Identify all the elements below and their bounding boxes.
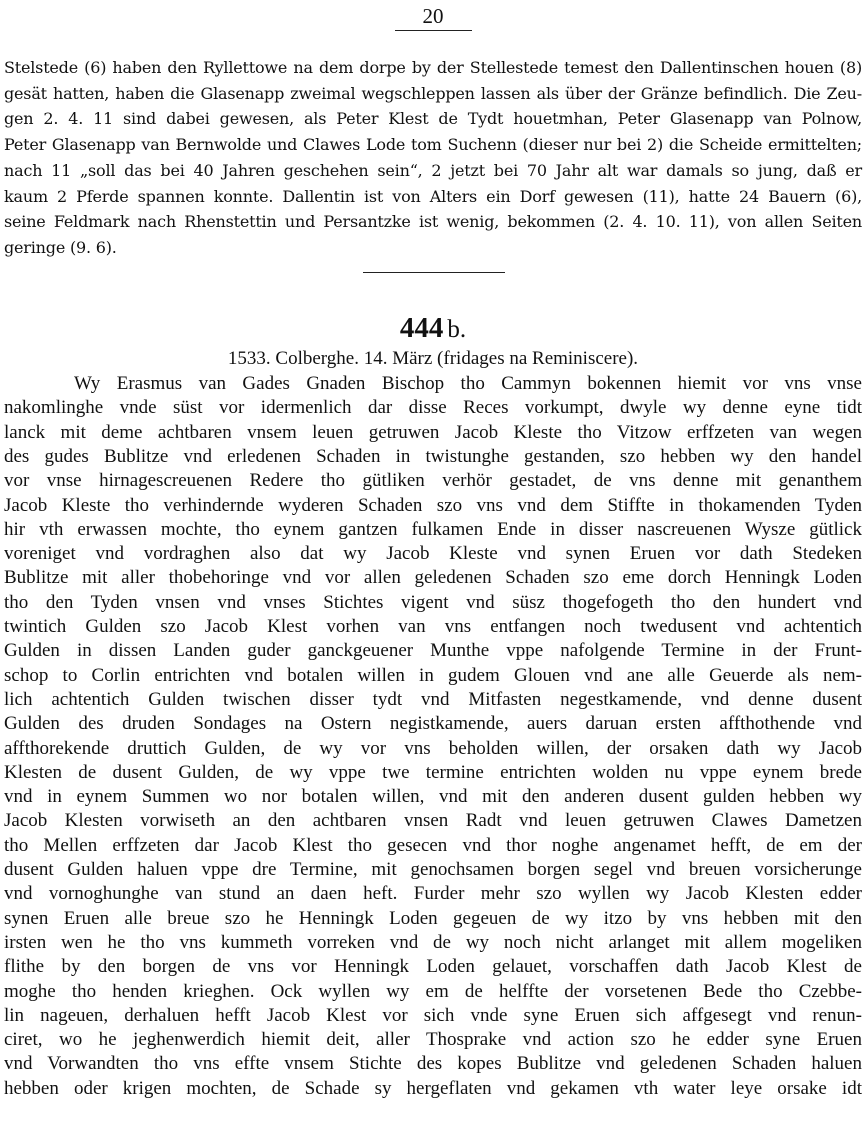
body-line: schop to Corlin entrichten vnd botalen willen in gudem Glouen vnd ane alle Geuerde als nem-	[4, 664, 862, 686]
body-line: moghe tho henden krieghen. Ock wyllen wy em de helffte der vorsetenen Bede tho Czebbe-	[4, 980, 862, 1002]
section-separator	[363, 272, 505, 273]
body-line: vnd vornoghunghe van stund an daen heft. Furder mehr szo wyllen wy Jacob Klesten edder	[4, 883, 862, 905]
body-line: Klesten de dusent Gulden, de wy vppe twe termine entrichten wolden nu vppe eynem brede	[4, 761, 862, 783]
body-line: hebben oder krigen mochten, de Schade sy hergeflaten vnd gekamen vth water leye orsake idt	[4, 1077, 862, 1099]
body-line: vnd in eynem Summen wo nor botalen willen, vnd mit den anderen dusent gulden hebben wy	[4, 786, 862, 808]
document-heading	[0, 312, 866, 345]
body-line: vnd Vorwandten tho vns effte vnsem Stichte des kopes Bublitze vnd geledenen Schaden haluen	[4, 1053, 862, 1075]
body-line: flithe by den borgen de vns vor Henningk Loden gelauet, vorschaffen dath Jacob Klest de	[4, 956, 862, 978]
body-line: hir vth erwassen mochte, tho eynem gantzen fulkamen Ende in disser nascreuenen Wysze gütlick	[4, 518, 862, 540]
body-line: Jacob Klesten vorwiseth an den achtbaren vnsen Radt vnd leuen getruwen Clawes Dametzen	[4, 810, 862, 832]
intro-line: Stelstede (6) haben den Ryllettowe na dem dorpe by der Stellestede temest den Dallentinschen houen (8)	[4, 58, 862, 77]
body-line: lich achtentich Gulden twischen disser tydt vnd Mitfasten negestkamende, vnd denne dusent	[4, 688, 862, 710]
page-number: 20	[422, 4, 444, 28]
intro-line: Peter Glasenapp van Bernwolde und Clawes Lode tom Suchenn (dieser nur bei 2) die Scheide ermittelten;	[4, 135, 862, 155]
intro-line: seine Feldmark nach Rhenstettin und Persantzke ist wenig, bekommen (2. 4. 10. 11), von allen Seiten	[4, 212, 862, 232]
body-line: Jacob Kleste tho verhindernde wyderen Schaden szo vns vnd dem Stiffte in thokamenden Tyden	[4, 494, 862, 516]
body-line: tho Mellen erffzeten dar Jacob Klest tho gesecen vnd thor noghe angenamet hefft, de em der	[4, 834, 862, 856]
intro-line: gesät hatten, haben die Glasenapp zweimal wegschleppen lassen als über der Gränze befindlich. Die Zeu-	[4, 83, 862, 103]
body-line: Bublitze mit aller thobehoringe vnd vor allen geledenen Schaden szo eme dorch Henningk Loden	[4, 567, 862, 589]
body-line: affthorekende druttich Gulden, de wy vor vns beholden willen, der orsaken dath wy Jacob	[4, 737, 862, 759]
body-line: voreniget vnd vordraghen also dat wy Jacob Kleste vnd synen Eruen vor dath Stedeken	[4, 543, 862, 565]
page-number-rule	[395, 30, 472, 31]
intro-line: nach 11 „soll das bei 40 Jahren geschehen sein“, 2 jetzt bei 70 Jahr alt war damals so jung, daß er	[4, 160, 862, 180]
intro-line: kaum 2 Pferde spannen konnte. Dallentin ist von Alters ein Dorf gewesen (11), hatte 24 Bauern (6),	[4, 186, 862, 206]
body-line: nakomlinghe vnde süst vor idermenlich dar disse Reces vorkumpt, dwyle wy denne eyne tidt	[4, 397, 862, 419]
body-line: Wy Erasmus van Gades Gnaden Bischop tho Cammyn bokennen hiemit vor vns vnse	[74, 373, 862, 394]
body-line: ciret, wo he jeghenwerdich hiemit deit, aller Thosprake vnd action szo he edder syne Eruen	[4, 1029, 862, 1051]
body-line: Gulden des druden Sondages na Ostern negistkamende, auers daruan ersten affthothende vnd	[4, 713, 862, 735]
intro-line: geringe (9. 6).	[4, 237, 117, 257]
body-line: twintich Gulden szo Jacob Klest vorhen van vns entfangen noch twedusent vnd achtentich	[4, 616, 862, 637]
body-line: tho den Tyden vnsen vnd vnses Stichtes vigent vnd süsz thogefogeth tho den hundert vnd	[4, 591, 862, 613]
body-line: Gulden in dissen Landen guder ganckgeuener Munthe vppe nafolgende Termine in der Frunt-	[4, 640, 862, 662]
body-line: lanck mit deme achtbaren vnsem leuen getruwen Jacob Kleste tho Vitzow erffzeten van wegen	[4, 421, 862, 443]
body-line: lin nageuen, derhaluen hefft Jacob Klest vor sich vnde syne Eruen sich affgesegt vnd renun-	[4, 1004, 862, 1026]
body-line: vor vnse hirnagescreuenen Redere tho gütliken verhör gestadet, de vns denne mit genanthem	[4, 470, 862, 492]
body-line: dusent Gulden haluen vppe dre Termine, mit genochsamen borgen segel vnd breuen vorsicherunge	[4, 859, 862, 880]
body-line: des gudes Bublitze vnd erledenen Schaden in twistunghe gestanden, szo hebben wy den handel	[4, 445, 862, 467]
intro-line: gen 2. 4. 11 sind dabei gewesen, als Peter Klest de Tydt houetmhan, Peter Glasenapp van Polnow,	[4, 109, 862, 129]
body-line: synen Eruen alle breue szo he Henningk Loden gegeuen de wy itzo by vns hebben mit den	[4, 907, 862, 929]
document-dateline: 1533. Colberghe. 14. März (fridages na Reminiscere).	[227, 348, 639, 369]
body-line: irsten wen he tho vns kummeth vorreken vnd de wy noch nicht arlanget mit allem mogeliken	[4, 931, 862, 953]
document-number: 444	[399, 312, 444, 344]
document-suffix: b.	[447, 316, 467, 343]
